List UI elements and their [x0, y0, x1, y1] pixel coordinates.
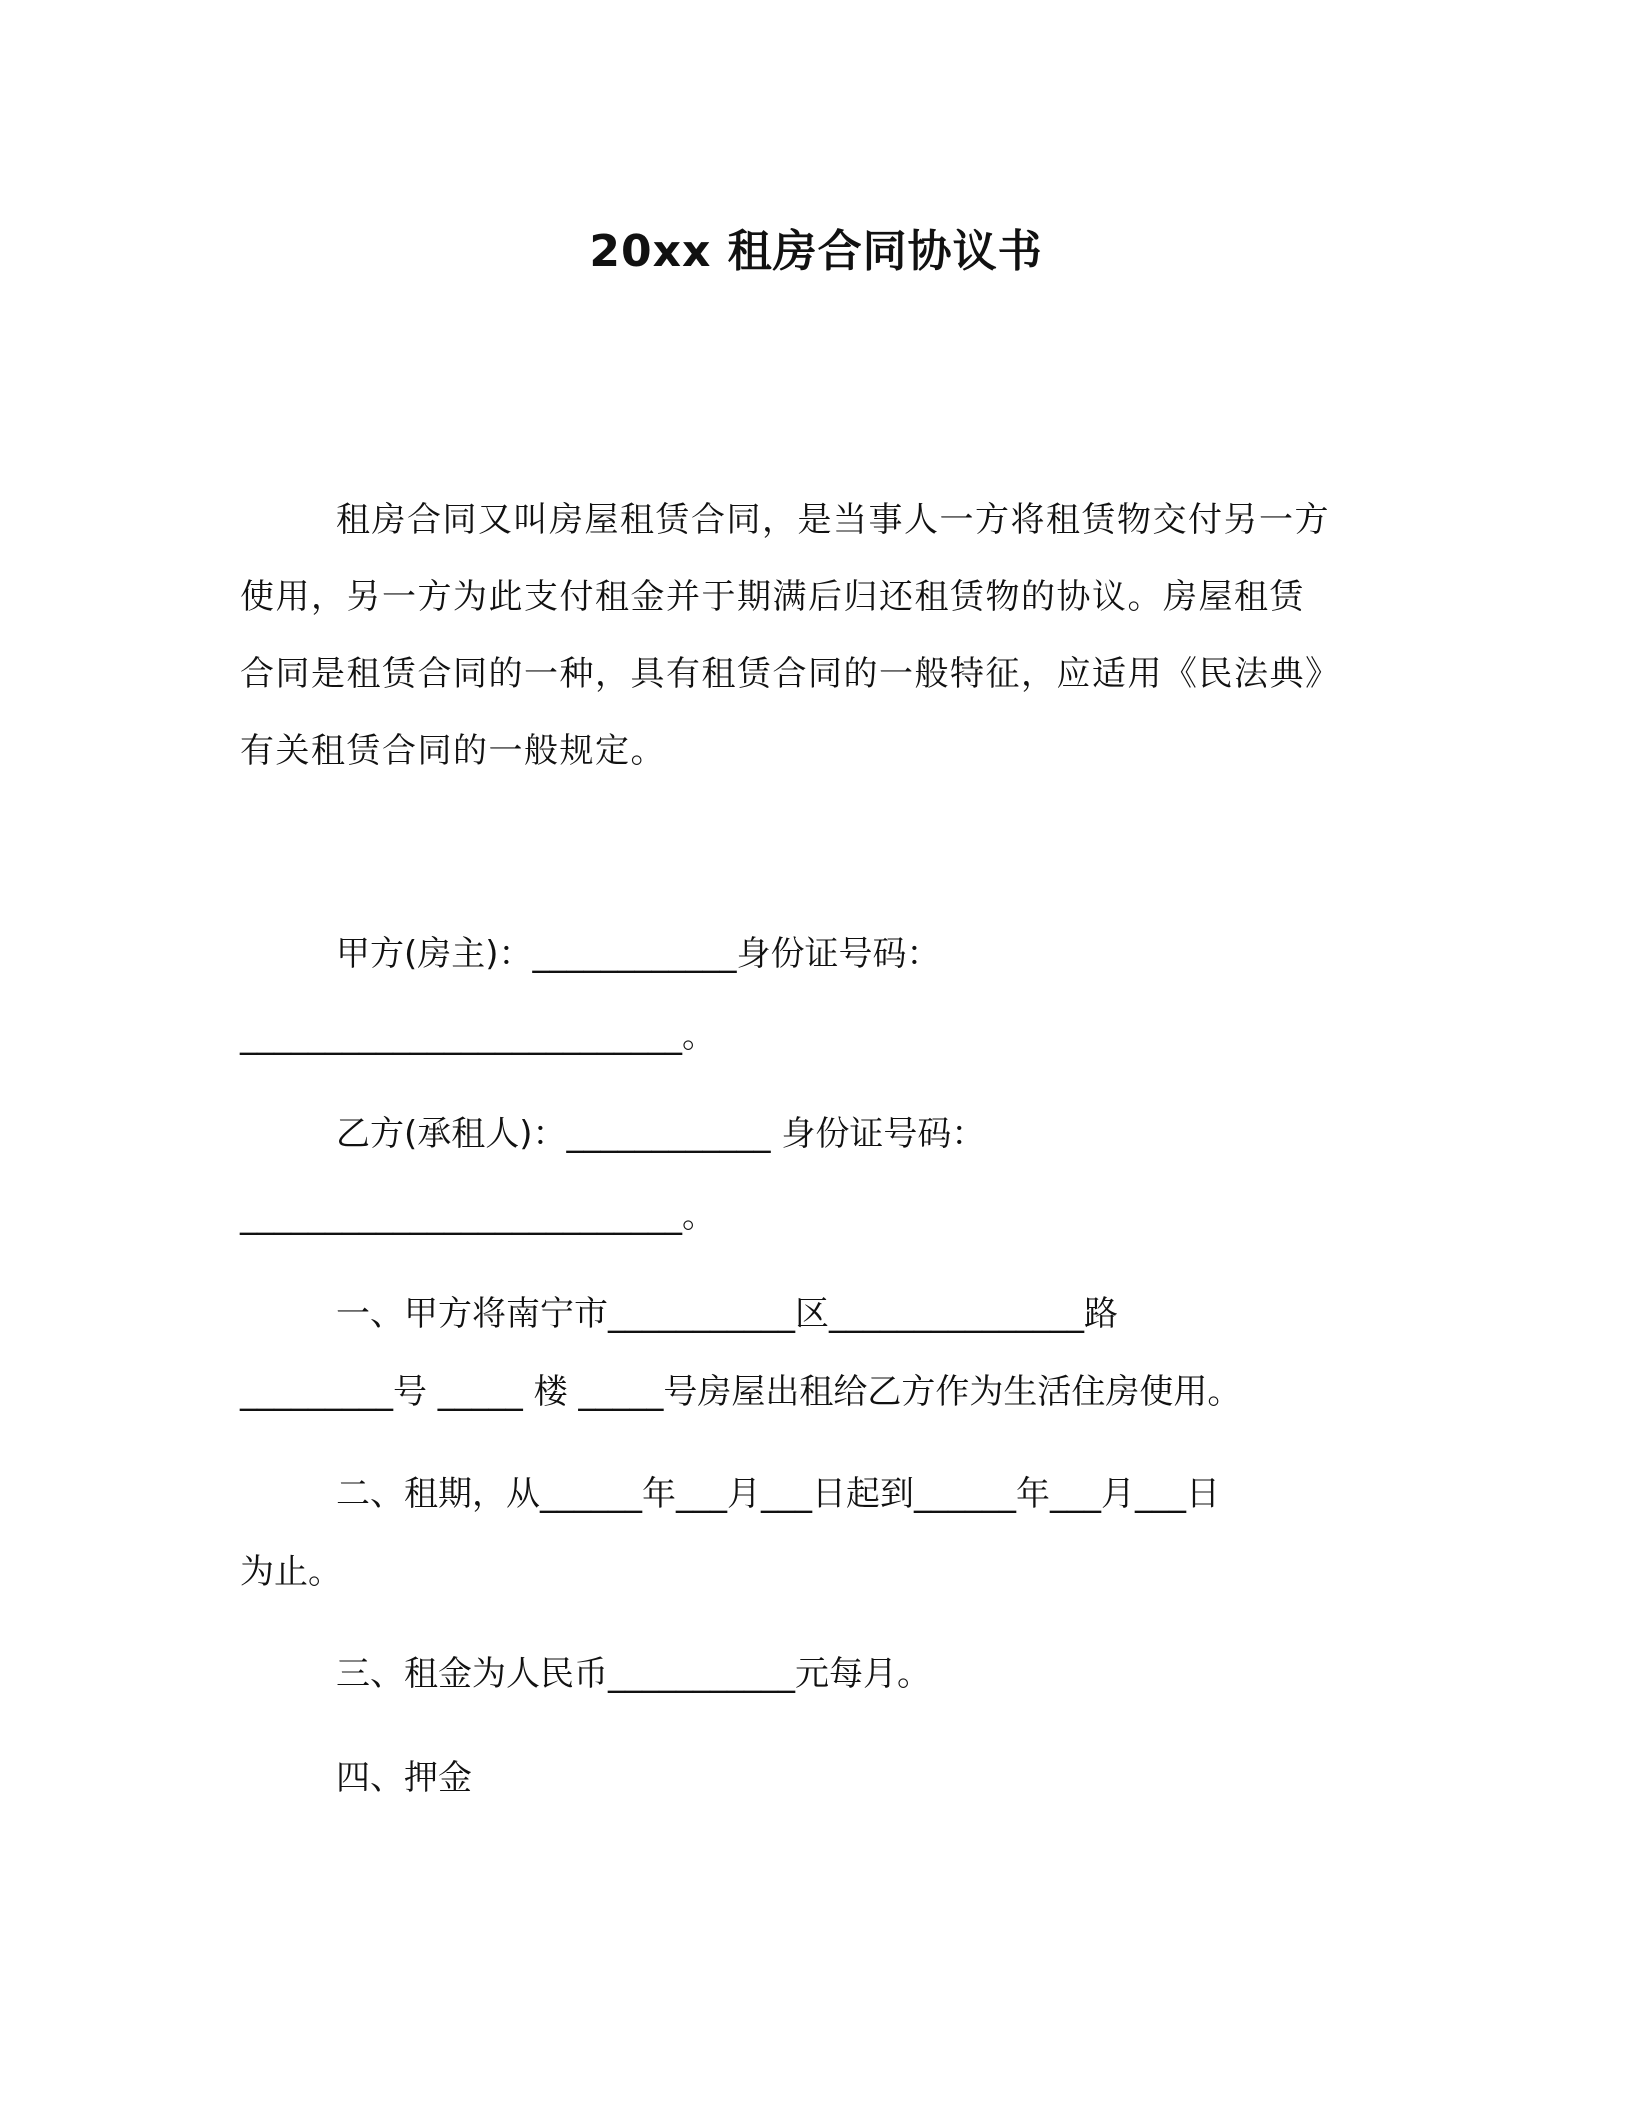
party-a-line-1: 甲方(房主)：____________身份证号码： [336, 934, 941, 974]
clause-3-line-1: 三、租金为人民币___________元每月。 [336, 1654, 931, 1694]
document-title: 20xx 租房合同协议书 [589, 226, 1043, 277]
clause-2-line-1: 二、租期，从______年___月___日起到______年___月___日 [336, 1474, 1220, 1514]
intro-paragraph-line-3: 合同是租赁合同的一种，具有租赁合同的一般特征，应适用《民法典》 [240, 654, 1341, 694]
clause-1-line-1: 一、甲方将南宁市___________区_______________路 [336, 1294, 1118, 1334]
party-b-line-2: __________________________。 [240, 1196, 716, 1236]
intro-paragraph-line-2: 使用，另一方为此支付租金并于期满后归还租赁物的协议。房屋租赁 [240, 577, 1305, 617]
intro-paragraph-line-4: 有关租赁合同的一般规定。 [240, 731, 666, 771]
party-b-line-1: 乙方(承租人)：____________ 身份证号码： [336, 1114, 986, 1154]
party-a-line-2: __________________________。 [240, 1016, 716, 1056]
clause-4-heading: 四、押金 [336, 1758, 472, 1798]
clause-1-line-2: _________号 _____ 楼 _____号房屋出租给乙方作为生活住房使用。 [240, 1372, 1242, 1412]
intro-paragraph-line-1: 租房合同又叫房屋租赁合同，是当事人一方将租赁物交付另一方 [336, 500, 1330, 540]
clause-2-line-2: 为止。 [240, 1552, 342, 1592]
